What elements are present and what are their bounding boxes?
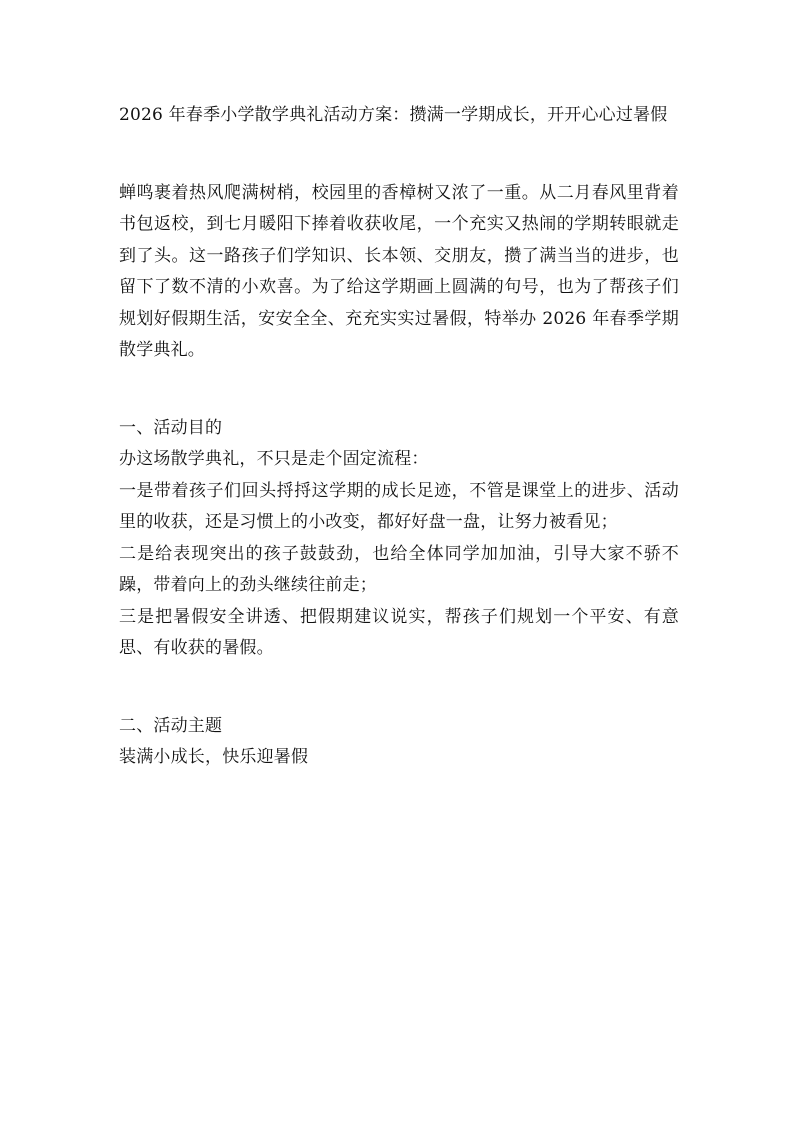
section-heading: 一、活动目的: [119, 417, 223, 438]
section-purpose: [119, 413, 679, 665]
paragraph: 装满小成长，快乐迎暑假: [119, 747, 309, 767]
document-title: 2026 年春季小学散学典礼活动方案：攒满一学期成长，开开心心过暑假: [119, 105, 668, 125]
section-theme: [119, 711, 679, 774]
spacer: [119, 367, 679, 413]
spacer: [119, 132, 679, 178]
paragraph: 三是把暑假安全讲透、把假期建议说实，帮孩子们规划一个平安、有意思、有收获的暑假。: [119, 606, 679, 658]
paragraph: 办这场散学典礼，不只是走个固定流程：: [119, 449, 429, 469]
spacer: [119, 665, 679, 711]
paragraph: 一是带着孩子们回头捋捋这学期的成长足迹，不管是课堂上的进步、活动里的收获，还是习惯上的小改变，都好好盘一盘，让努力被看见；: [119, 480, 679, 532]
paragraph: 二是给表现突出的孩子鼓鼓劲，也给全体同学加加油，引导大家不骄不躁，带着向上的劲头继续往前走；: [119, 543, 679, 595]
document-body: [119, 100, 679, 774]
intro-paragraph: 蝉鸣裹着热风爬满树梢，校园里的香樟树又浓了一重。从二月春风里背着书包返校，到七月暖阳下捧着收获收尾，一个充实又热闹的学期转眼就走到了头。这一路孩子们学知识、长本领、交朋友，攒了满当当的进步，也留下了数不清的小欢喜。为了给这学期画上圆满的句号，也为了帮孩子们规划好假期生活，安安全全、充充实实过暑假，特举办 2026 年春季学期散学典礼。: [119, 182, 679, 360]
section-heading: 二、活动主题: [119, 715, 223, 736]
